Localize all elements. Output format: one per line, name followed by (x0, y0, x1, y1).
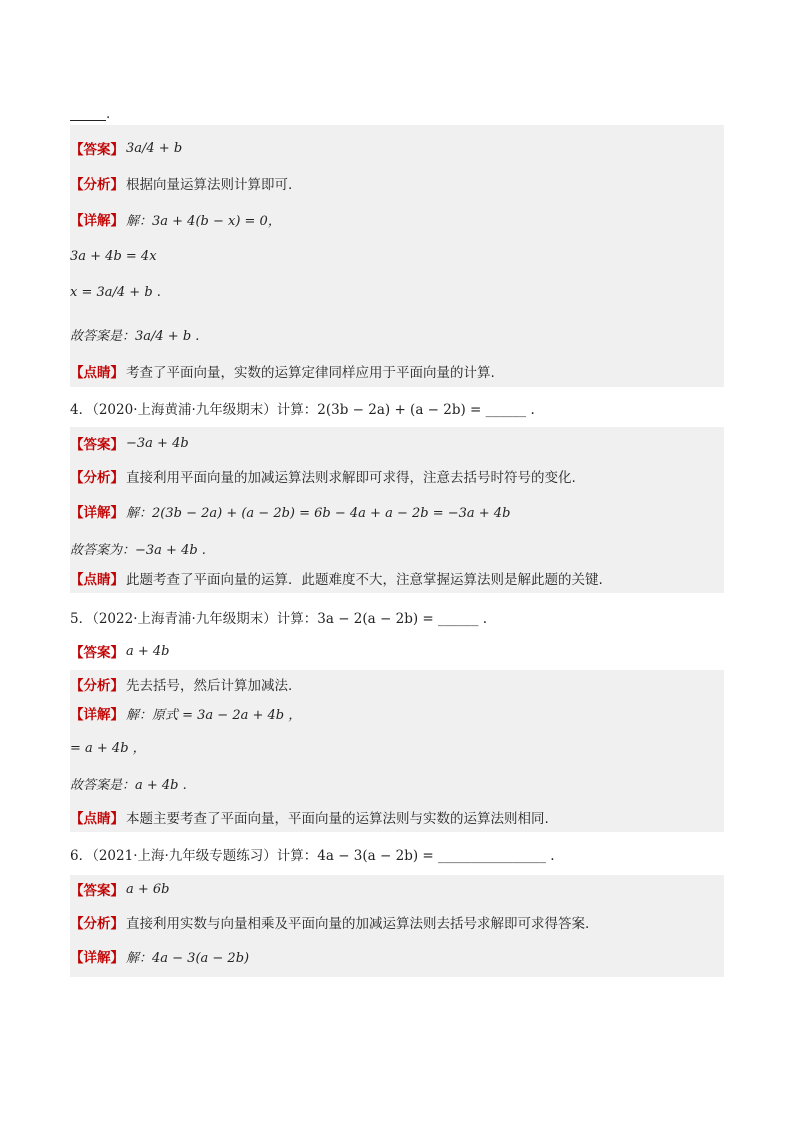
q4-detail-row (70, 500, 724, 522)
q3-analysis-row (70, 173, 724, 193)
q3-answer-math: 3a/4 + b (126, 140, 183, 156)
previous-question-blank: . (70, 104, 724, 124)
q5-detail-line-2-row (70, 735, 724, 757)
detail-tag: 【详解】 (70, 707, 124, 723)
q3-final-row (70, 316, 724, 352)
q6-analysis-row (70, 911, 724, 933)
answer-tag: 【答案】 (70, 437, 124, 453)
analysis-tag: 【分析】 (70, 678, 124, 694)
q5-comment-row (70, 806, 724, 828)
q3-detail-line-2: 3a + 4b = 4x (70, 248, 157, 264)
q3-detail-line-2-row (70, 245, 724, 267)
q5-final-row (70, 772, 724, 794)
q4-final-answer: 故答案为：−3a + 4b . (70, 542, 206, 558)
q5-analysis-row (70, 673, 724, 695)
q5-analysis-text: 先去括号，然后计算加减法. (126, 678, 293, 694)
q5-comment-text: 本题主要考查了平面向量，平面向量的运算法则与实数的运算法则相同. (126, 811, 549, 827)
answer-tag: 【答案】 (70, 645, 124, 661)
q4-detail-math: 解：2(3b − 2a) + (a − 2b) = 6b − 4a + a − 2b = −3a + 4b (126, 505, 511, 521)
comment-tag: 【点睛】 (70, 572, 124, 588)
detail-tag: 【详解】 (70, 950, 124, 966)
detail-tag: 【详解】 (70, 213, 124, 229)
q4-answer-math: −3a + 4b (126, 435, 189, 451)
q4-comment-row (70, 567, 724, 589)
q4-question: 4．（2020·上海黄浦·九年级期末）计算：2(3b − 2a) + (a − 2b) = ______ . (70, 402, 535, 418)
detail-tag: 【详解】 (70, 505, 124, 521)
q3-final-answer: 故答案是：3a/4 + b . (70, 328, 200, 344)
q6-answer-math: a + 6b (126, 881, 170, 897)
analysis-tag: 【分析】 (70, 916, 124, 932)
q4-answer-row (70, 432, 724, 454)
q4-analysis-row (70, 465, 724, 487)
q5-detail-line-1: 解：原式 = 3a − 2a + 4b ， (126, 707, 302, 723)
answer-tag: 【答案】 (70, 883, 124, 899)
comment-tag: 【点睛】 (70, 365, 124, 381)
q6-detail-row (70, 945, 724, 967)
q3-detail-line-3-row (70, 274, 724, 310)
q6-answer-row (70, 878, 724, 900)
q3-detail-line-1: 解：3a + 4(b − x) = 0， (126, 213, 281, 229)
q3-detail-row (70, 208, 724, 230)
analysis-tag: 【分析】 (70, 177, 124, 193)
q4-comment-text: 此题考查了平面向量的运算．此题难度不大，注意掌握运算法则是解此题的关键. (126, 572, 603, 588)
q3-detail-line-3: x = 3a/4 + b . (70, 284, 161, 300)
q4-analysis-text: 直接利用平面向量的加减运算法则求解即可求得，注意去括号时符号的变化. (126, 470, 576, 486)
q6-detail-math: 解：4a − 3(a − 2b) (126, 950, 250, 966)
q3-comment-text: 考查了平面向量，实数的运算定律同样应用于平面向量的计算. (126, 365, 495, 381)
comment-tag: 【点睛】 (70, 811, 124, 827)
q6-question: 6．（2021·上海·九年级专题练习）计算：4a − 3(a − 2b) = ________________ . (70, 848, 555, 864)
q3-answer-row (70, 130, 724, 166)
q5-detail-line-2: = a + 4b ， (70, 740, 146, 756)
answer-tag: 【答案】 (70, 142, 124, 158)
q5-answer-row (70, 640, 724, 662)
q5-detail-row (70, 702, 724, 724)
q5-final-answer: 故答案是：a + 4b . (70, 777, 187, 793)
q5-answer-math: a + 4b (126, 643, 170, 659)
q6-analysis-text: 直接利用实数与向量相乘及平面向量的加减运算法则去括号求解即可求得答案. (126, 916, 590, 932)
q5-question: 5．（2022·上海青浦·九年级期末）计算：3a − 2(a − 2b) = ______ . (70, 611, 488, 627)
q3-comment-row (70, 360, 724, 382)
q3-analysis-text: 根据向量运算法则计算即可. (126, 177, 293, 193)
analysis-tag: 【分析】 (70, 470, 124, 486)
q4-final-row (70, 537, 724, 559)
